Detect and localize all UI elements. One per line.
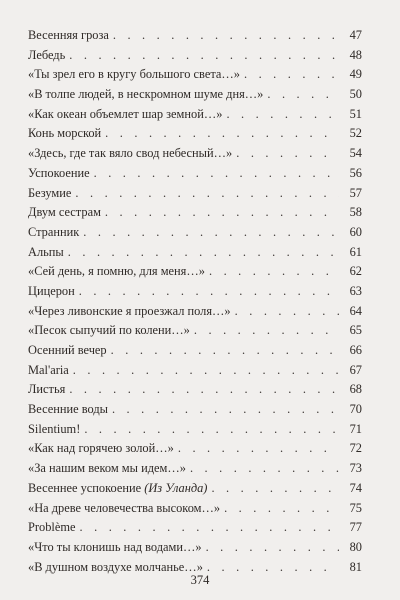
entry-title bbox=[28, 499, 220, 519]
dot-leader bbox=[69, 46, 339, 66]
dot-leader bbox=[235, 302, 339, 322]
entry-title bbox=[28, 459, 186, 479]
entry-page-number: 68 bbox=[349, 382, 362, 397]
toc-entry bbox=[28, 85, 362, 105]
entry-page-number: 61 bbox=[349, 244, 362, 259]
toc-entry bbox=[28, 65, 362, 85]
toc-entry bbox=[28, 105, 362, 125]
entry-title-text: Цицерон bbox=[28, 283, 75, 298]
toc-entry bbox=[28, 400, 362, 420]
entry-page-number: 63 bbox=[349, 283, 362, 298]
entry-page-number: 50 bbox=[349, 87, 362, 102]
entry-title bbox=[28, 164, 90, 184]
dot-leader bbox=[209, 262, 339, 282]
toc-entry bbox=[28, 282, 362, 302]
entry-title-text: «Ты зрел его в кругу большого света…» bbox=[28, 67, 240, 82]
entry-title-text: Двум сестрам bbox=[28, 205, 101, 220]
entry-title-text: «В душном воздухе молчанье…» bbox=[28, 559, 203, 574]
entry-title bbox=[28, 124, 101, 144]
toc-entry bbox=[28, 46, 362, 66]
toc-entry bbox=[28, 538, 362, 558]
entry-title bbox=[28, 538, 202, 558]
entry-page-number: 65 bbox=[349, 323, 362, 338]
dot-leader bbox=[68, 243, 339, 263]
dot-leader bbox=[69, 380, 339, 400]
dot-leader bbox=[224, 499, 339, 519]
entry-title bbox=[28, 65, 240, 85]
entry-title bbox=[28, 223, 79, 243]
entry-title-text: Осенний вечер bbox=[28, 343, 107, 357]
entry-title bbox=[28, 26, 109, 46]
entry-title-text: Весенние воды bbox=[28, 402, 108, 417]
toc-entry bbox=[28, 124, 362, 144]
entry-page-number: 67 bbox=[349, 362, 362, 377]
entry-page-number: 73 bbox=[349, 461, 362, 476]
toc-entry bbox=[28, 203, 362, 223]
toc-entry bbox=[28, 479, 362, 499]
dot-leader bbox=[94, 164, 339, 184]
entry-page-number: 66 bbox=[349, 343, 362, 357]
entry-page-number: 70 bbox=[349, 402, 362, 417]
entry-title-text: «В толпе людей, в нескромном шуме дня…» bbox=[28, 87, 264, 102]
entry-title-text: «Как над горячею золой…» bbox=[28, 441, 174, 456]
entry-page-number: 74 bbox=[349, 480, 362, 495]
table-of-contents bbox=[28, 26, 362, 577]
entry-page-number: 81 bbox=[349, 559, 362, 574]
entry-title-text: Лебедь bbox=[28, 47, 66, 62]
entry-page-number: 77 bbox=[349, 520, 362, 535]
entry-title bbox=[28, 361, 69, 381]
dot-leader bbox=[178, 439, 339, 459]
entry-title bbox=[28, 85, 263, 105]
entry-page-number: 80 bbox=[349, 539, 362, 554]
entry-title-text: Странник bbox=[28, 224, 80, 239]
entry-title-text: Безумие bbox=[28, 185, 72, 200]
dot-leader bbox=[206, 538, 339, 558]
toc-entry bbox=[28, 302, 362, 322]
entry-title-text: Альпы bbox=[28, 244, 64, 259]
dot-leader bbox=[79, 282, 339, 302]
entry-title-text: «Сей день, я помню, для меня…» bbox=[28, 264, 205, 279]
entry-title bbox=[28, 262, 205, 282]
toc-entry bbox=[28, 341, 362, 361]
toc-entry bbox=[28, 420, 362, 440]
entry-subtitle: (Из Уланда) bbox=[144, 480, 208, 495]
entry-title bbox=[28, 46, 65, 66]
entry-title bbox=[28, 479, 207, 499]
entry-title-text: «Здесь, где так вяло свод небесный…» bbox=[28, 146, 233, 161]
entry-page-number: 56 bbox=[349, 165, 362, 180]
dot-leader bbox=[84, 420, 339, 440]
entry-page-number: 51 bbox=[349, 106, 362, 121]
toc-entry bbox=[28, 184, 362, 204]
entry-title bbox=[28, 400, 108, 420]
toc-entry bbox=[28, 361, 362, 381]
entry-title bbox=[28, 302, 231, 322]
entry-title-text: «На древе человечества высоком…» bbox=[28, 500, 221, 515]
entry-page-number: 57 bbox=[349, 185, 362, 200]
entry-page-number: 75 bbox=[349, 500, 362, 515]
dot-leader bbox=[105, 124, 339, 144]
dot-leader bbox=[226, 105, 339, 125]
entry-title-text: Silentium! bbox=[28, 421, 81, 436]
toc-entry bbox=[28, 262, 362, 282]
entry-title bbox=[28, 243, 64, 263]
entry-title bbox=[28, 282, 75, 302]
dot-leader bbox=[236, 144, 339, 164]
toc-entry bbox=[28, 321, 362, 341]
entry-title-text: Листья bbox=[28, 382, 66, 397]
entry-page-number: 52 bbox=[349, 126, 362, 141]
toc-entry bbox=[28, 164, 362, 184]
entry-page-number: 47 bbox=[349, 28, 362, 42]
entry-title bbox=[28, 341, 107, 361]
entry-page-number: 72 bbox=[349, 441, 362, 456]
entry-page-number: 64 bbox=[349, 303, 362, 318]
dot-leader bbox=[113, 26, 339, 46]
entry-page-number: 48 bbox=[349, 47, 362, 62]
dot-leader bbox=[73, 361, 339, 381]
entry-page-number: 60 bbox=[349, 224, 362, 239]
entry-title-text: «Что ты клонишь над водами…» bbox=[28, 539, 202, 554]
dot-leader bbox=[190, 459, 339, 479]
toc-entry bbox=[28, 459, 362, 479]
entry-title bbox=[28, 380, 65, 400]
dot-leader bbox=[267, 85, 339, 105]
entry-title-text: Конь морской bbox=[28, 126, 102, 141]
entry-title bbox=[28, 420, 80, 440]
dot-leader bbox=[75, 184, 339, 204]
dot-leader bbox=[194, 321, 339, 341]
toc-entry bbox=[28, 499, 362, 519]
toc-entry bbox=[28, 380, 362, 400]
toc-entry bbox=[28, 26, 362, 46]
dot-leader bbox=[244, 65, 339, 85]
toc-entry bbox=[28, 439, 362, 459]
entry-title bbox=[28, 203, 101, 223]
entry-title-text: Весеннее успокоение bbox=[28, 480, 142, 495]
dot-leader bbox=[211, 479, 339, 499]
entry-title bbox=[28, 184, 71, 204]
entry-title bbox=[28, 105, 222, 125]
entry-title bbox=[28, 321, 190, 341]
entry-page-number: 71 bbox=[349, 421, 362, 436]
entry-title bbox=[28, 144, 232, 164]
entry-title bbox=[28, 518, 76, 538]
dot-leader bbox=[80, 518, 340, 538]
entry-page-number: 58 bbox=[349, 205, 362, 220]
toc-entry bbox=[28, 518, 362, 538]
toc-entry bbox=[28, 223, 362, 243]
entry-title-text: «Как океан объемлет шар земной…» bbox=[28, 106, 223, 121]
page-number: 374 bbox=[190, 573, 210, 587]
entry-page-number: 49 bbox=[349, 67, 362, 82]
dot-leader bbox=[111, 341, 339, 361]
entry-title-text: «За нашим веком мы идем…» bbox=[28, 461, 186, 476]
toc-entry bbox=[28, 144, 362, 164]
dot-leader bbox=[105, 203, 339, 223]
entry-title-text: «Через ливонские я проезжал поля…» bbox=[28, 303, 231, 318]
dot-leader bbox=[112, 400, 339, 420]
dot-leader bbox=[83, 223, 339, 243]
entry-title-text: Весенняя гроза bbox=[28, 28, 109, 42]
toc-entry bbox=[28, 243, 362, 263]
entry-title-text: «Песок сыпучий по колени…» bbox=[28, 323, 190, 338]
entry-title-text: Mal'aria bbox=[28, 362, 69, 377]
entry-title bbox=[28, 439, 174, 459]
entry-title-text: Problème bbox=[28, 520, 76, 535]
entry-page-number: 54 bbox=[349, 146, 362, 161]
entry-title-text: Успокоение bbox=[28, 165, 90, 180]
entry-page-number: 62 bbox=[349, 264, 362, 279]
